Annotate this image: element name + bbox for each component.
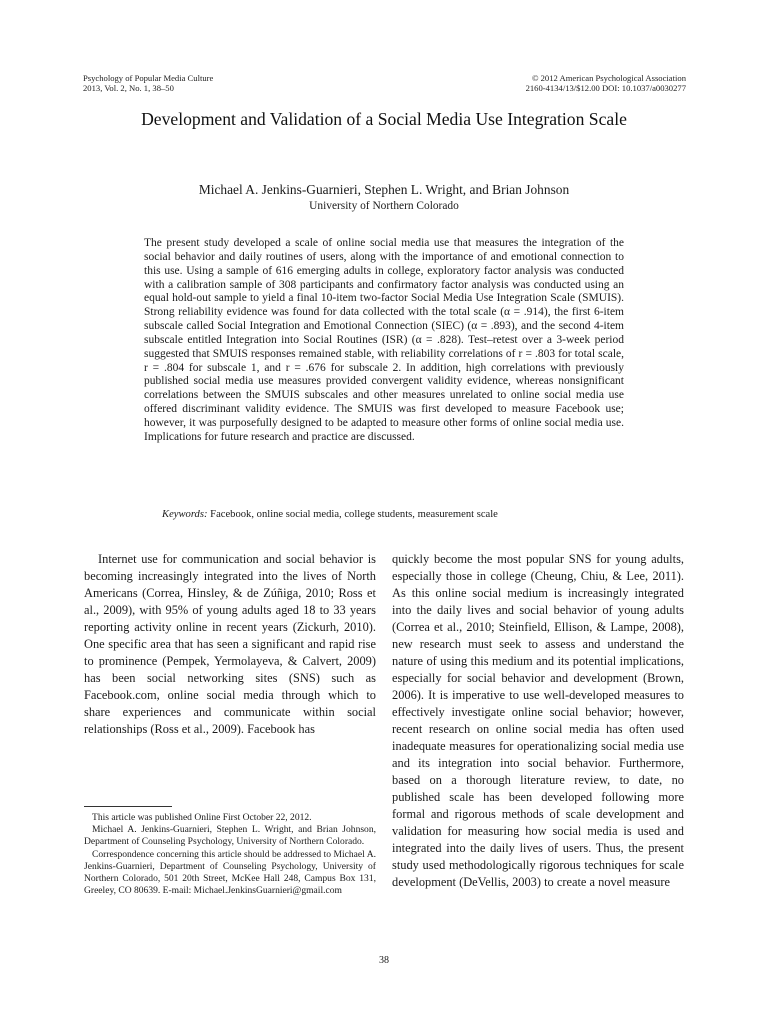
keywords-label: Keywords: <box>162 509 208 520</box>
journal-name: Psychology of Popular Media Culture <box>83 73 214 83</box>
keywords <box>162 508 632 521</box>
body-column-left: Internet use for communication and social behavior is becoming increasingly integrated into the lives of North Americans (Correa, Hinsley, & de Zúñiga, 2010; Ross et al., 2009), with 95% of young adults aged 18 to 33 years reporting activity online in recent years (Zickurh, 2010). One specific area that has seen a significant and rapid rise to prominence (Pempek, Yermolayeva, & Calvert, 2009) has been social networking sites (SNS) such as Facebook.com, online social media through which to share experiences and communicate within social relationships (Ross et al., 2009). Facebook has <box>84 552 376 736</box>
issn-doi: 2160-4134/13/$12.00 DOI: 10.1037/a0030277 <box>525 83 686 93</box>
running-header-right <box>526 73 686 93</box>
copyright-notice: © 2012 American Psychological Association <box>531 73 686 83</box>
author-affiliation: University of Northern Colorado <box>309 200 459 212</box>
author-list: Michael A. Jenkins-Guarnieri, Stephen L. Wright, and Brian Johnson <box>198 182 570 197</box>
abstract: The present study developed a scale of online social media use that measures the integration of the social behavior and daily routines of users, along with the importance of and emotional connection to this use. Using a sample of 616 emerging adults in college, exploratory factor analysis was conducted with a calibration sample of 308 participants and confirmatory factor analysis was conducted using an equal hold-out sample to yield a final 10-item two-factor Social Media Use Integration Scale (SMUIS). Strong reliability evidence was found for data collected with the total scale (α = .914), the first 6-item subscale called Social Integration and Emotional Connection (SIEC) (α = .893), and the second 4-item subscale entitled Integration into Social Routines (ISR) (α = .828). Test–retest over a 3-week period suggested that SMUIS responses remained stable, with reliability correlations of r = .803 for total scale, r = .804 for subscale 1, and r = .676 for subscale 2. In addition, high correlations with previously published social media use measures provided convergent validity evidence, whereas nonsignificant correlations between the SMUIS subscales and other measures unrelated to online social media use offered discriminant validity evidence. The SMUIS was first developed to measure Facebook use; however, it was purposefully designed to be adapted to measure other forms of online social media use. Implications for future research and practice are discussed. <box>144 237 624 443</box>
footnote-correspondence: Correspondence concerning this article should be addressed to Michael A. Jenkins-Guarnieri, Department of Counseling Psychology, University of Northern Colorado, 501 20th Street, McKee Hall 248, Campus Box 131, Greeley, CO 80639. E-mail: Michael.JenkinsGuarnieri@gmail.com <box>84 848 376 897</box>
footnote-author-note: Michael A. Jenkins-Guarnieri, Stephen L. Wright, and Brian Johnson, Department of Counseling Psychology, University of Northern Colorado. <box>84 824 376 848</box>
article-title: Development and Validation of a Social Media Use Integration Scale <box>141 109 627 129</box>
footnotes <box>84 812 376 897</box>
running-header-left <box>83 73 213 93</box>
footnote-divider <box>84 806 172 807</box>
keywords-text: Facebook, online social media, college students, measurement scale <box>210 509 498 520</box>
body-column-right: quickly become the most popular SNS for young adults, especially those in college (Cheung, Chiu, & Lee, 2011). As this online social medium is increasingly integrated into the daily lives and social behavior of young adults (Correa et al., 2010; Steinfield, Ellison, & Lampe, 2008), new research must seek to assess and understand the nature of using this medium and its potential implications, especially for social behavior and development (Brown, 2006). It is imperative to use well-developed measures to effectively investigate online social behavior; however, recent research on online social media has often used inadequate measures for operationalizing social media use and its integration into social behavior. Furthermore, based on a thorough literature review, to date, no published scale has been developed following more formal and rigorous methods of scale development and validation for measuring how social media is used and integrated into the daily lives of users. Thus, the present study used methodologically rigorous techniques for scale development (DeVellis, 2003) to create a novel measure <box>392 552 684 889</box>
footnote-published: This article was published Online First October 22, 2012. <box>92 812 312 823</box>
journal-volume: 2013, Vol. 2, No. 1, 38–50 <box>83 83 174 93</box>
page-number: 38 <box>379 955 389 966</box>
